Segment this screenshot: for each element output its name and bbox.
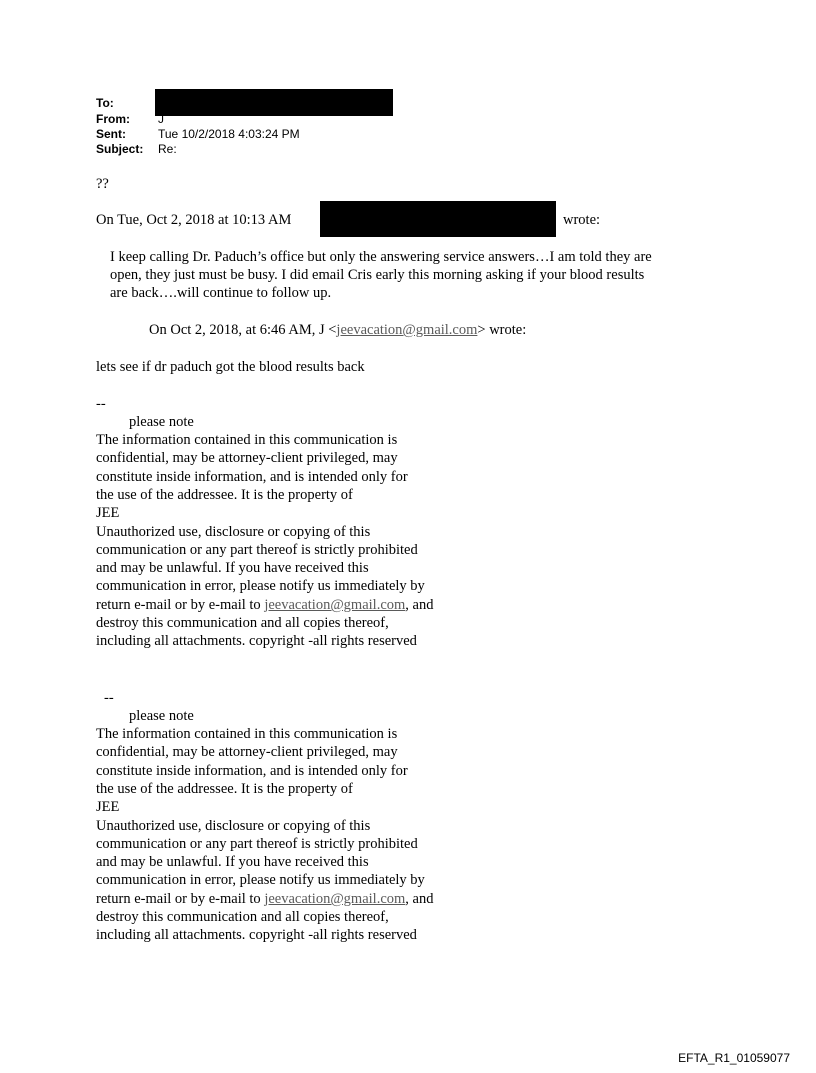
sent-label: Sent: [96,127,126,141]
sig1-final-2: including all attachments. copyright -all rights reserved [96,633,417,649]
redaction-to [155,89,393,116]
sig2-line-2: confidential, may be attorney-client privileged, may [96,744,398,760]
quote1-line-2: open, they just must be busy. I did email Cris early this morning asking if your blood results [110,267,645,283]
subject-value: Re: [158,142,177,156]
subject-label: Subject: [96,142,144,156]
sig1-line-1: The information contained in this communication is [96,432,398,448]
sig1-please-note: please note [129,414,194,430]
sig2-line-9: communication in error, please notify us immediately by [96,872,425,888]
sig2-line-3: constitute inside information, and is intended only for [96,763,408,779]
quote1-intro: On Tue, Oct 2, 2018 at 10:13 AM [96,212,292,228]
quote1-intro-end: wrote: [563,212,601,228]
sent-row [96,127,300,141]
quote2-email-link[interactable]: jeevacation@gmail.com [336,322,478,338]
sig2-line-1: The information contained in this communication is [96,726,398,742]
subject-row [96,142,177,156]
sig1-return-line [96,596,433,614]
sig2-return-pre: return e-mail or by e-mail to [96,891,265,907]
sig2-dashes: -- [104,690,114,706]
reply-text: ?? [96,176,109,192]
sig2-final-2: including all attachments. copyright -all rights reserved [96,927,417,943]
sig1-line-9: communication in error, please notify us immediately by [96,578,425,594]
sig2-line-4: the use of the addressee. It is the property of [96,781,353,797]
quote2-message: lets see if dr paduch got the blood results back [96,359,365,375]
sig1-line-7: communication or any part thereof is strictly prohibited [96,542,418,558]
sig1-return-post: , and [405,597,434,613]
sig1-final-1: destroy this communication and all copies thereof, [96,615,389,631]
quote1-line-1: I keep calling Dr. Paduch’s office but only the answering service answers…I am told they are [110,249,652,265]
sig2-line-7: communication or any part thereof is strictly prohibited [96,836,418,852]
sent-value: Tue 10/2/2018 4:03:24 PM [158,127,300,141]
quote2-intro-pre: On Oct 2, 2018, at 6:46 AM, J < [149,322,337,338]
sig1-email-link[interactable]: jeevacation@gmail.com [264,597,406,613]
sig2-email-link[interactable]: jeevacation@gmail.com [264,891,406,907]
quote2-intro [149,321,526,339]
from-value: J [158,112,164,126]
quote1-line-3: are back….will continue to follow up. [110,285,332,301]
from-row [96,112,164,126]
sig1-dashes: -- [96,396,106,412]
sig1-return-pre: return e-mail or by e-mail to [96,597,265,613]
redaction-sender [320,201,556,237]
sig1-line-3: constitute inside information, and is intended only for [96,469,408,485]
sig2-please-note: please note [129,708,194,724]
sig1-line-5: JEE [96,505,120,521]
sig1-line-2: confidential, may be attorney-client privileged, may [96,450,398,466]
sig2-return-line [96,890,433,908]
sig2-line-5: JEE [96,799,120,815]
sig1-line-4: the use of the addressee. It is the property of [96,487,353,503]
sig2-line-8: and may be unlawful. If you have received this [96,854,369,870]
sig2-line-6: Unauthorized use, disclosure or copying of this [96,818,371,834]
sig2-return-post: , and [405,891,434,907]
to-label: To: [96,96,114,110]
sig1-line-6: Unauthorized use, disclosure or copying of this [96,524,371,540]
sig1-line-8: and may be unlawful. If you have received this [96,560,369,576]
document-id: EFTA_R1_01059077 [678,1051,790,1065]
quote2-intro-post: > wrote: [477,322,527,338]
from-label: From: [96,112,130,126]
to-row [96,96,158,110]
sig2-final-1: destroy this communication and all copies thereof, [96,909,389,925]
